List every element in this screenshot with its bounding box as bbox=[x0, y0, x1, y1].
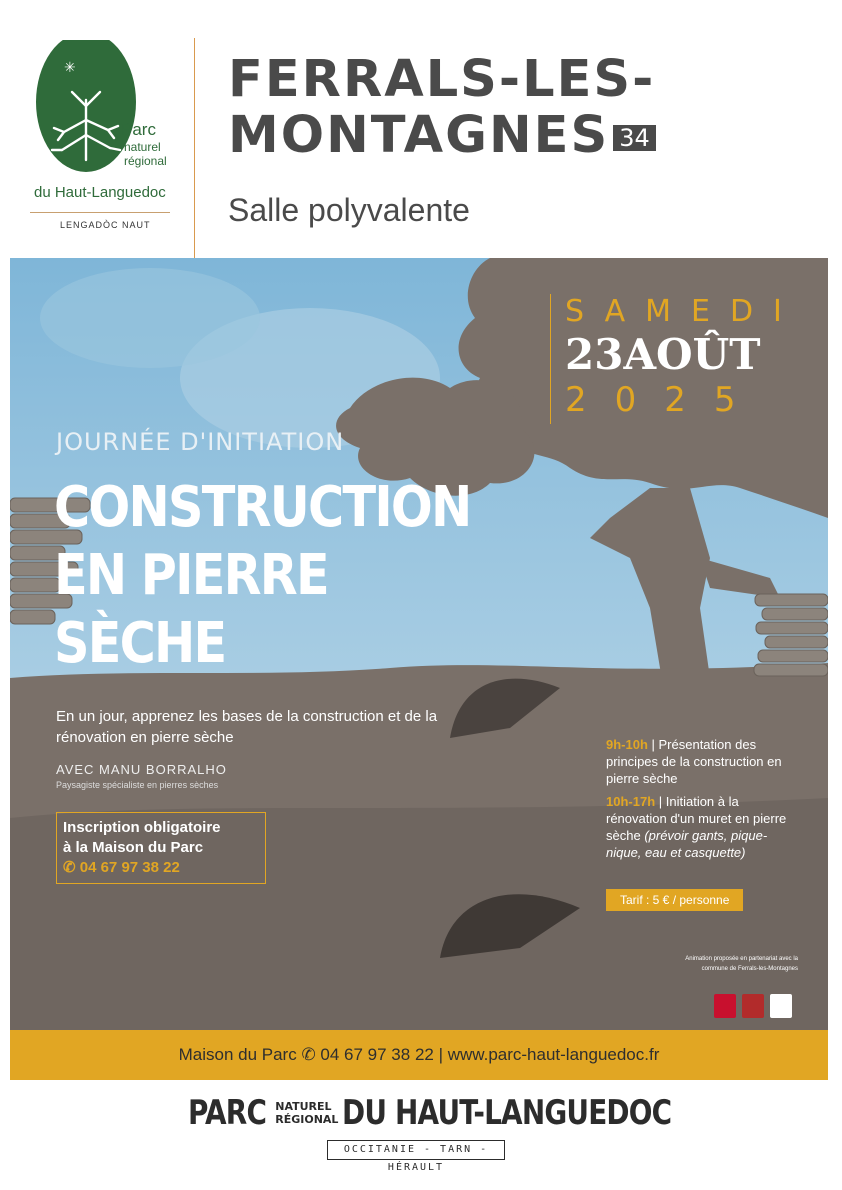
venue: Salle polyvalente bbox=[228, 192, 470, 228]
occitanie-logo-icon bbox=[714, 994, 736, 1018]
logo-parc: Parc bbox=[121, 120, 156, 139]
brand-regions: OCCITANIE - TARN - HÉRAULT bbox=[327, 1140, 505, 1160]
schedule-text: | Présentation des principes de la construction en pierre sèche bbox=[606, 737, 782, 786]
town-line-1: FERRALS-LES- bbox=[228, 50, 656, 109]
event-subtitle: JOURNÉE D'INITIATION bbox=[56, 428, 345, 456]
date-year: 2025 bbox=[565, 380, 764, 420]
schedule-text: | Initiation à la rénovation d'un muret en pierre sèche bbox=[606, 794, 787, 843]
price-badge: Tarif : 5 € / personne bbox=[606, 889, 743, 911]
brand-naturel: NATUREL bbox=[275, 1100, 332, 1113]
date-day: SAMEDI bbox=[565, 294, 802, 329]
brand-haut-languedoc: DU HAUT-LANGUEDOC bbox=[342, 1093, 672, 1133]
brand-wordmark bbox=[188, 1092, 672, 1134]
schedule-item bbox=[606, 736, 802, 787]
event-date bbox=[550, 294, 815, 424]
registration-box bbox=[56, 812, 266, 884]
date-day-month: 23AOÛT bbox=[565, 330, 761, 379]
event-host: AVEC MANU BORRALHO bbox=[56, 762, 227, 777]
tarn-logo-icon bbox=[742, 994, 764, 1018]
partnership-credits: Animation proposée en partenariat avec la commune de Ferrals-les-Montagnes bbox=[685, 956, 798, 972]
schedule-note: (prévoir gants, pique-nique, eau et casquette) bbox=[606, 828, 768, 860]
event-title bbox=[54, 474, 471, 678]
brand-small bbox=[275, 1100, 338, 1126]
park-logo bbox=[26, 40, 176, 240]
event-host-role: Paysagiste spécialiste en pierres sèches bbox=[56, 780, 219, 790]
schedule-time: 10h-17h bbox=[606, 794, 656, 809]
brand-parc: PARC bbox=[188, 1093, 267, 1133]
event-title-line-3: SÈCHE bbox=[54, 611, 226, 676]
event-title-line-1: CONSTRUCTION bbox=[54, 475, 471, 540]
town-line-2-text: MONTAGNES bbox=[228, 106, 610, 165]
logo-divider bbox=[30, 212, 170, 213]
event-title-line-2: EN PIERRE bbox=[54, 543, 328, 608]
town-title bbox=[228, 52, 656, 164]
town-line-2 bbox=[228, 108, 656, 164]
registration-phone[interactable]: ✆ 04 67 97 38 22 bbox=[63, 859, 180, 876]
contact-footer bbox=[10, 1030, 828, 1080]
partner-logos bbox=[714, 994, 796, 1018]
contact-footer-text[interactable]: Maison du Parc ✆ 04 67 97 38 22 | www.parc-haut-languedoc.fr bbox=[178, 1045, 660, 1064]
commune-logo-icon bbox=[770, 994, 792, 1018]
registration-line-2: à la Maison du Parc bbox=[63, 839, 204, 856]
header-divider bbox=[194, 38, 195, 260]
schedule-time: 9h-10h bbox=[606, 737, 648, 752]
event-intro: En un jour, apprenez les bases de la construction et de la rénovation en pierre sèche bbox=[56, 708, 438, 746]
logo-haut-languedoc: du Haut-Languedoc bbox=[34, 184, 166, 201]
registration-line-1: Inscription obligatoire bbox=[63, 819, 221, 836]
brand-regional: RÉGIONAL bbox=[275, 1113, 339, 1126]
logo-naturel: naturel bbox=[124, 140, 161, 154]
schedule-item bbox=[606, 793, 802, 861]
logo-tagline: LENGADÒC NAUT bbox=[60, 220, 151, 230]
svg-text:✳: ✳ bbox=[64, 60, 76, 76]
logo-regional: régional bbox=[124, 154, 167, 168]
department-badge: 34 bbox=[613, 125, 656, 151]
schedule bbox=[606, 736, 802, 867]
